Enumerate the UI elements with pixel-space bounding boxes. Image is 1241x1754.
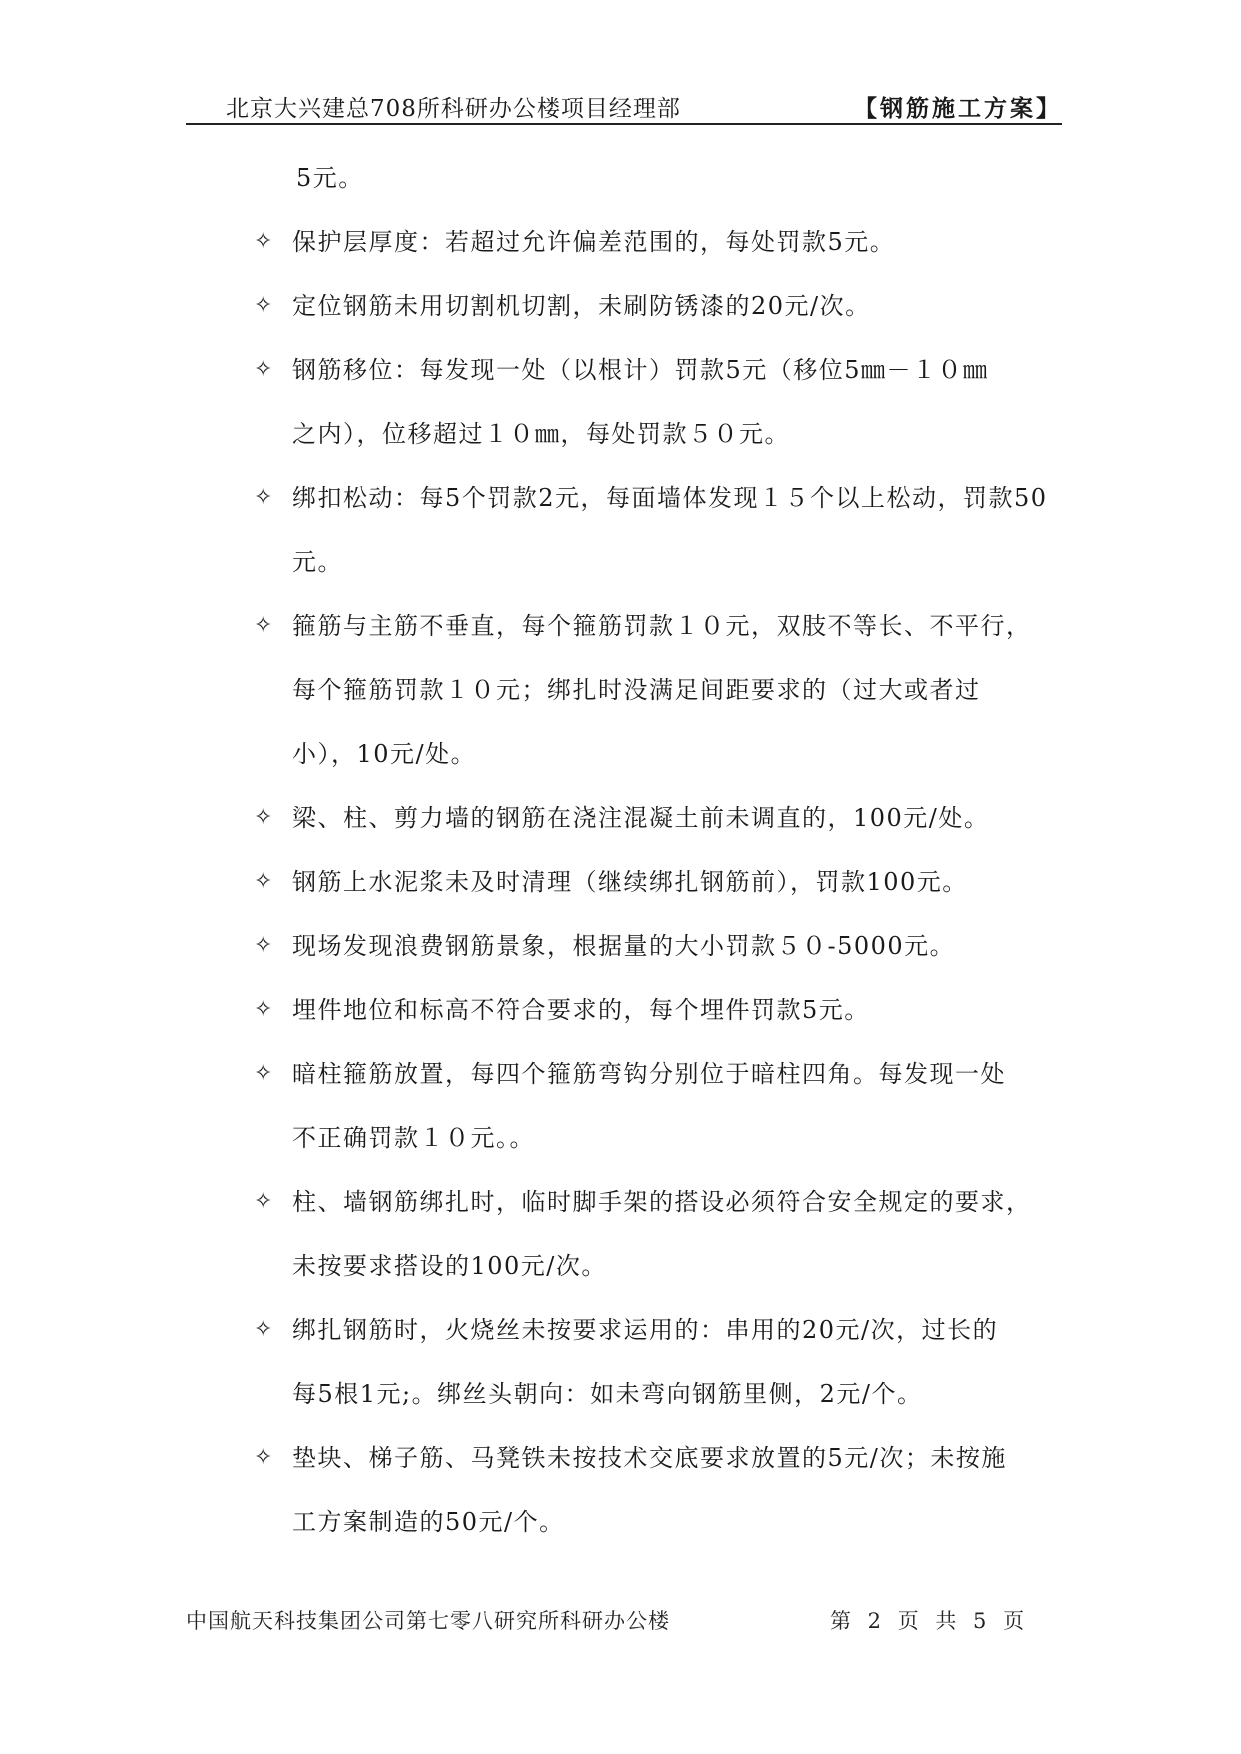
list-item [250,914,1062,978]
list-item-continuation [250,402,1062,466]
list-item [250,786,1062,850]
list-item [250,1042,1062,1106]
list-item-text: 暗柱箍筋放置，每四个箍筋弯钩分别位于暗柱四角。每发现一处 [292,1060,1006,1088]
list-item-text: 保护层厚度：若超过允许偏差范围的，每处罚款5元。 [292,228,896,256]
footer-organization: 中国航天科技集团公司第七零八研究所科研办公楼 [186,1609,670,1633]
header-divider [186,123,1062,125]
list-item-text: 每5根1元;。绑丝头朝向：如未弯向钢筋里侧，2元/个。 [292,1380,923,1408]
list-item [250,594,1062,658]
bullet-icon: ✧ [254,997,274,1022]
list-item-continuation [250,1490,1062,1554]
bullet-icon: ✧ [254,229,274,254]
list-item-text: 未按要求搭设的100元/次。 [292,1252,607,1280]
list-item-text: 埋件地位和标高不符合要求的，每个埋件罚款5元。 [292,996,870,1024]
document-body [250,146,1062,1554]
bullet-icon: ✧ [254,869,274,894]
bullet-icon: ✧ [254,1061,274,1086]
list-item-text: 钢筋移位：每发现一处（以根计）罚款5元（移位5㎜－１０㎜ [292,356,989,384]
list-item-text: 垫块、梯子筋、马凳铁未按技术交底要求放置的5元/次；未按施 [292,1444,1007,1472]
list-item-text: 现场发现浪费钢筋景象，根据量的大小罚款５０-5000元。 [292,932,956,960]
list-item [250,1298,1062,1362]
bullet-icon: ✧ [254,357,274,382]
list-item [250,850,1062,914]
list-item [250,274,1062,338]
list-item [250,978,1062,1042]
bullet-icon: ✧ [254,1317,274,1342]
header-document-title: 【钢筋施工方案】 [854,95,1062,122]
page-header [186,86,1062,122]
list-item-text: 箍筋与主筋不垂直，每个箍筋罚款１０元，双肢不等长、不平行， [292,612,1032,640]
bullet-icon: ✧ [254,1189,274,1214]
header-project-title: 北京大兴建总708所科研办公楼项目经理部 [226,96,681,122]
list-item-continuation [250,1106,1062,1170]
list-item [250,338,1062,402]
list-item-text: 梁、柱、剪力墙的钢筋在浇注混凝土前未调直的，100元/处。 [292,804,990,832]
list-item [250,466,1062,530]
list-item-text: 不正确罚款１０元。。 [292,1124,535,1152]
list-item [250,1170,1062,1234]
list-item-continuation [250,722,1062,786]
list-item-continuation [250,530,1062,594]
list-item-text: 小），10元/处。 [292,740,477,768]
continuation-line: 5元。 [296,164,364,192]
list-item-text: 绑扣松动：每5个罚款2元，每面墙体发现１５个以上松动，罚款50 [292,484,1048,512]
list-item-text: 之内），位移超过１０㎜，每处罚款５０元。 [292,420,790,448]
list-item-continuation [250,1362,1062,1426]
list-item-continuation [250,1234,1062,1298]
bullet-icon: ✧ [254,485,274,510]
list-item-text: 每个箍筋罚款１０元；绑扎时没满足间距要求的（过大或者过 [292,676,981,704]
list-item-text: 绑扎钢筋时，火烧丝未按要求运用的：串用的20元/次，过长的 [292,1316,999,1344]
list-item-continuation [250,658,1062,722]
bullet-icon: ✧ [254,933,274,958]
list-item [250,1426,1062,1490]
list-item-text: 工方案制造的50元/个。 [292,1508,565,1536]
list-item-text: 元。 [292,548,343,576]
bullet-icon: ✧ [254,1445,274,1470]
list-item-text: 钢筋上水泥浆未及时清理（继续绑扎钢筋前），罚款100元。 [292,868,968,896]
bullet-icon: ✧ [254,613,274,638]
list-item-text: 定位钢筋未用切割机切割，未刷防锈漆的20元/次。 [292,292,871,320]
page-number: 第 2 页 共 5 页 [830,1609,1026,1633]
bullet-icon: ✧ [254,805,274,830]
bullet-icon: ✧ [254,293,274,318]
list-item-text: 柱、墙钢筋绑扎时，临时脚手架的搭设必须符合安全规定的要求， [292,1188,1032,1216]
list-item [250,210,1062,274]
